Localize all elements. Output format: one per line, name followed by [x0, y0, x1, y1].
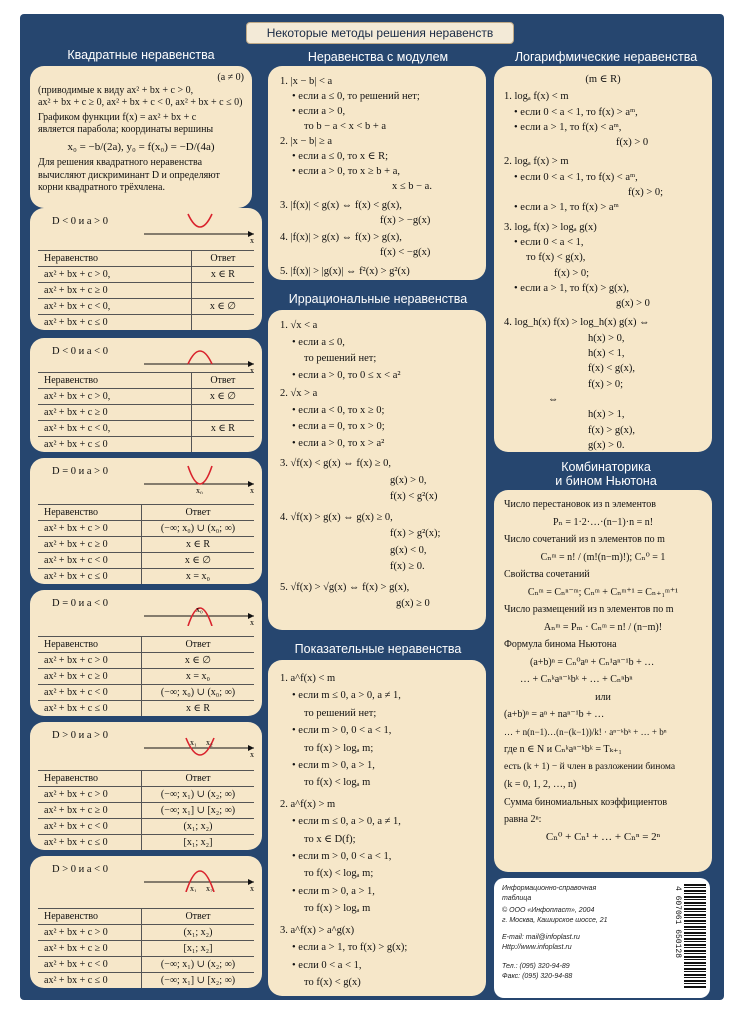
irrational-line: • если a > 0, то x > a²	[292, 437, 385, 449]
modulus-line: 3. |f(x)| < g(x) ⇔ f(x) < g(x),	[280, 200, 402, 211]
table-row	[38, 537, 254, 553]
table-row	[38, 957, 254, 973]
comb-line: … + Cₙᵏaⁿ⁻ᵏbᵏ + … + Cₙⁿbⁿ	[520, 674, 633, 685]
irrational-line: f(x) ≥ 0.	[390, 561, 425, 572]
case-table	[38, 372, 254, 452]
exponential-line: • если 0 < a < 1,	[292, 959, 362, 971]
header-answer: Ответ	[191, 251, 254, 267]
irrational-line: g(x) ≥ 0	[396, 598, 430, 609]
case-table	[38, 636, 254, 716]
table-row	[38, 569, 254, 585]
quadratic-case-card	[30, 458, 262, 584]
log-line: g(x) > 0	[616, 298, 650, 310]
answer-cell: x = x₀	[141, 569, 254, 585]
root-label-x1: x₁	[190, 738, 197, 747]
header-ineq: Неравенство	[38, 909, 141, 925]
header-answer: Ответ	[141, 909, 254, 925]
inequality-cell: ax² + bx + c > 0	[38, 925, 141, 941]
footer-line: Информационно-справочная	[502, 885, 597, 892]
header-ineq: Неравенство	[38, 251, 191, 267]
table-row	[38, 283, 254, 299]
log-line: 4. log_h(x) f(x) > log_h(x) g(x) ⇔	[504, 317, 650, 329]
inequality-cell: ax² + bx + c ≤ 0	[38, 835, 141, 851]
comb-line: (k = 0, 1, 2, …, n)	[504, 779, 577, 790]
table-row	[38, 925, 254, 941]
comb-line: Aₙᵐ = Pₘ · Cₙᵐ = n! / (n−m)!	[543, 621, 663, 633]
quadratic-intro	[30, 66, 252, 201]
quadratic-case-card	[30, 208, 262, 330]
parabola-curve	[188, 214, 212, 227]
combinatorics-card	[494, 490, 712, 872]
exponential-title: Показательные неравенства	[294, 642, 462, 656]
log-line: • если a > 1, то f(x) > g(x),	[514, 282, 630, 294]
exponential-line: • если m > 0, a > 1,	[292, 885, 375, 897]
log-line: ⇔	[548, 393, 559, 405]
vertex-formula: x₀ = −b/(2a), y₀ = f(x₀) = −D/(4a)	[67, 140, 215, 153]
answer-cell: (x₁; x₂)	[141, 819, 254, 835]
answer-cell: (−∞; x₁] ∪ [x₂; ∞)	[141, 803, 254, 819]
irrational-line: • если a < 0, то x ≥ 0;	[292, 404, 385, 416]
footer-line: г. Москва, Каширское шоссе, 21	[502, 916, 608, 924]
answer-cell: (−∞; x₀) ∪ (x₀; ∞)	[141, 685, 254, 701]
comb-line: Число перестановок из n элементов	[504, 499, 656, 510]
parabola-diagram	[140, 858, 260, 892]
inequality-cell: ax² + bx + c < 0,	[38, 421, 191, 437]
exponential-line: 2. a^f(x) > m	[280, 798, 336, 810]
modulus-line: x ≤ b − a.	[392, 181, 432, 192]
root-label-x1: x₁	[190, 884, 197, 892]
comb-line: … + n(n−1)…(n−(k−1))/k! · aⁿ⁻ᵏbᵏ + … + bⁿ	[504, 726, 667, 737]
inequality-cell: ax² + bx + c ≤ 0	[38, 315, 191, 331]
exponential-line: • если m > 0, 0 < a < 1,	[292, 725, 392, 737]
log-line: f(x) > g(x),	[588, 424, 636, 436]
answer-cell: (x₁; x₂)	[141, 925, 254, 941]
irrational-line: • если a > 0, то 0 ≤ x < a²	[292, 369, 401, 381]
answer-cell: (−∞; x₁) ∪ (x₂; ∞)	[141, 957, 254, 973]
table-row	[38, 669, 254, 685]
intro-line: корни квадратного трёхчлена.	[38, 182, 165, 193]
table-row	[38, 701, 254, 717]
comb-line: Сумма биномиальных коэффициентов	[504, 796, 668, 808]
table-header-row	[38, 373, 254, 389]
barcode-digits: 4 607061 650128	[673, 886, 682, 959]
answer-cell: x = x₀	[141, 669, 254, 685]
root-label-x2: x₂	[206, 738, 213, 747]
irrational-line: 3. √f(x) < g(x) ⇔ f(x) ≥ 0,	[280, 458, 392, 469]
barcode	[684, 884, 706, 988]
comb-line: Cₙ⁰ + Cₙ¹ + … + Cₙⁿ = 2ⁿ	[545, 830, 661, 843]
table-row	[38, 315, 254, 331]
header-answer: Ответ	[141, 771, 254, 787]
axis-label-x: x	[250, 236, 254, 244]
log-line: f(x) > 0;	[588, 378, 624, 390]
table-row	[38, 819, 254, 835]
exponential-line: то x ∈ D(f);	[304, 833, 356, 845]
parabola-diagram	[140, 592, 260, 626]
logarithmic-card	[494, 66, 712, 452]
intro-line: (приводимые к виду ax² + bx + c > 0,	[38, 84, 194, 96]
publisher-info	[494, 878, 710, 998]
header-ineq: Неравенство	[38, 373, 191, 389]
comb-line: где n ∈ N и Cₙᵏaⁿ⁻ᵏbᵏ = Tₖ₊₁	[504, 744, 622, 755]
modulus-line: то b − a < x < b + a	[304, 121, 387, 132]
irrational-line: f(x) < g²(x)	[390, 491, 438, 502]
exponential-body	[268, 660, 486, 1000]
modulus-line: • если a ≤ 0, то решений нет;	[292, 91, 420, 102]
irrational-line: f(x) > g²(x);	[390, 528, 441, 539]
answer-cell: x ∈ ∅	[141, 653, 254, 669]
exponential-line: • если a > 1, то f(x) > g(x);	[292, 942, 408, 954]
table-row	[38, 299, 254, 315]
footer-line: © ООО «Инфопласт», 2004	[502, 907, 595, 914]
comb-line: Pₙ = 1·2·…·(n−1)·n = n!	[552, 516, 654, 528]
log-line: • если 0 < a < 1, то f(x) > aᵐ,	[514, 106, 638, 118]
intro-line: является парабола; координаты вершины	[38, 124, 214, 135]
modulus-line: 2. |x − b| ≥ a	[280, 136, 333, 147]
header-answer: Ответ	[141, 637, 254, 653]
log-line: f(x) > 0;	[554, 267, 590, 279]
case-table-wrap	[38, 504, 254, 584]
inequality-cell: ax² + bx + c > 0	[38, 787, 141, 803]
irrational-line: 2. √x > a	[280, 388, 318, 399]
comb-line: или	[595, 691, 611, 703]
inequality-cell: ax² + bx + c ≥ 0	[38, 669, 141, 685]
irrational-line: 1. √x < a	[280, 320, 318, 331]
case-table-wrap	[38, 770, 254, 850]
modulus-line: f(x) < −g(x)	[380, 247, 431, 258]
inequality-cell: ax² + bx + c ≤ 0	[38, 569, 141, 585]
case-condition: D < 0 и a < 0	[52, 346, 108, 357]
quadratic-intro-card	[30, 66, 252, 208]
table-row	[38, 389, 254, 405]
comb-line: Cₙᵐ = Cₙⁿ⁻ᵐ; Cₙᵐ + Cₙᵐ⁺¹ = Cₙ₊₁ᵐ⁺¹	[527, 586, 679, 598]
log-line: (m ∈ R)	[585, 74, 621, 85]
table-row	[38, 521, 254, 537]
table-row	[38, 835, 254, 851]
irrational-line: 5. √f(x) > √g(x) ⇔ f(x) > g(x),	[280, 581, 410, 593]
inequality-cell: ax² + bx + c ≥ 0	[38, 405, 191, 421]
irrational-card	[268, 310, 486, 630]
answer-cell	[191, 437, 254, 453]
answer-cell: [x₁; x₂]	[141, 835, 254, 851]
case-condition: D = 0 и a > 0	[52, 466, 108, 477]
axis-label-x: x	[250, 750, 254, 758]
exponential-line: 1. a^f(x) < m	[280, 673, 336, 684]
answer-cell: x ∈ R	[141, 701, 254, 717]
answer-cell: x ∈ ∅	[191, 389, 254, 405]
parabola-diagram	[140, 724, 260, 758]
irrational-line: g(x) < 0,	[390, 544, 427, 556]
log-line: f(x) > 0	[616, 137, 649, 149]
answer-cell: x ∈ R	[191, 267, 254, 283]
modulus-line: • если a ≤ 0, то x ∈ R;	[292, 151, 389, 162]
log-line: f(x) < g(x),	[588, 363, 636, 375]
answer-cell: (−∞; x₀) ∪ (x₀; ∞)	[141, 521, 254, 537]
exponential-line: то f(x) < g(x)	[304, 976, 361, 988]
table-header-row	[38, 771, 254, 787]
log-line: h(x) > 1,	[588, 409, 625, 421]
irrational-line: g(x) > 0,	[390, 474, 427, 486]
header-answer: Ответ	[141, 505, 254, 521]
axis-label-x: x	[250, 486, 254, 494]
table-row	[38, 941, 254, 957]
answer-cell: x ∈ ∅	[141, 553, 254, 569]
log-line: h(x) > 0,	[588, 332, 625, 344]
comb-line: Формула бинома Ньютона	[504, 639, 617, 650]
answer-cell	[191, 315, 254, 331]
comb-line: Число сочетаний из n элементов по m	[504, 534, 665, 545]
case-table	[38, 504, 254, 584]
exponential-line: • если m ≤ 0, a > 0, a ≠ 1,	[292, 816, 401, 828]
exponential-line: • если m > 0, a > 1,	[292, 760, 375, 772]
irrational-line: • если a = 0, то x > 0;	[292, 421, 385, 432]
footer-line: Http://www.infoplast.ru	[502, 943, 572, 951]
comb-line: Cₙᵐ = n! / (m!(n−m)!); Cₙ⁰ = 1	[540, 551, 666, 563]
case-table-wrap	[38, 250, 254, 330]
inequality-cell: ax² + bx + c < 0	[38, 553, 141, 569]
answer-cell: (−∞; x₁) ∪ (x₂; ∞)	[141, 787, 254, 803]
parabola-diagram	[140, 210, 260, 244]
log-line: • если a > 1, то f(x) < aᵐ,	[514, 121, 622, 133]
table-header-row	[38, 637, 254, 653]
modulus-card	[268, 66, 486, 280]
quadratic-title: Квадратные неравенства	[67, 48, 215, 62]
log-line: • если a > 1, то f(x) > aᵐ	[514, 202, 619, 214]
inequality-cell: ax² + bx + c < 0	[38, 957, 141, 973]
modulus-title: Неравенства с модулем	[307, 50, 449, 64]
comb-line: (a+b)ⁿ = Cₙ⁰aⁿ + Cₙ¹aⁿ⁻¹b + …	[530, 656, 655, 668]
parabola-curve	[188, 351, 212, 364]
inequality-cell: ax² + bx + c ≥ 0	[38, 283, 191, 299]
quadratic-case-card	[30, 722, 262, 850]
axis-label-x: x	[250, 618, 254, 626]
header-ineq: Неравенство	[38, 771, 141, 787]
table-header-row	[38, 505, 254, 521]
modulus-line: • если a > 0,	[292, 106, 346, 117]
exponential-line: то f(x) < logₐ m	[304, 777, 371, 789]
exponential-line: то решений нет;	[304, 707, 377, 719]
root-label-x2: x₂	[206, 884, 213, 892]
intro-line: (a ≠ 0)	[217, 72, 244, 83]
answer-cell: x ∈ R	[191, 421, 254, 437]
table-header-row	[38, 251, 254, 267]
case-condition: D < 0 и a > 0	[52, 216, 108, 227]
parabola-diagram	[140, 340, 260, 374]
table-row	[38, 267, 254, 283]
quadratic-case-card	[30, 856, 262, 988]
case-condition: D > 0 и a < 0	[52, 864, 108, 875]
answer-cell: x ∈ ∅	[191, 299, 254, 315]
case-table	[38, 908, 254, 988]
modulus-line: 4. |f(x)| > g(x) ⇔ f(x) > g(x),	[280, 232, 402, 243]
exponential-card	[268, 660, 486, 996]
exponential-line: то f(x) > logₐ m	[304, 903, 371, 915]
parabola-diagram	[140, 460, 260, 494]
inequality-cell: ax² + bx + c > 0	[38, 653, 141, 669]
inequality-cell: ax² + bx + c < 0,	[38, 299, 191, 315]
exponential-line: • если m > 0, 0 < a < 1,	[292, 851, 392, 863]
irrational-line: 4. √f(x) > g(x) ⇔ g(x) ≥ 0,	[280, 511, 393, 523]
inequality-cell: ax² + bx + c ≤ 0	[38, 437, 191, 453]
inequality-cell: ax² + bx + c < 0	[38, 819, 141, 835]
inequality-cell: ax² + bx + c ≥ 0	[38, 941, 141, 957]
table-row	[38, 553, 254, 569]
log-line: • если 0 < a < 1, то f(x) < aᵐ,	[514, 171, 638, 183]
poster	[20, 14, 724, 1000]
log-line: f(x) > 0;	[628, 187, 664, 199]
table-row	[38, 973, 254, 989]
axis-label-x: x	[250, 884, 254, 892]
log-line: то f(x) < g(x),	[526, 252, 586, 264]
logarithmic-body	[494, 66, 712, 459]
combinatorics-title	[498, 460, 714, 488]
modulus-line: • если a > 0, то x ≥ b + a,	[292, 166, 400, 177]
log-line: 1. logₐ f(x) < m	[504, 91, 569, 103]
exponential-line: то f(x) < logₐ m;	[304, 868, 374, 880]
combinatorics-title-1: Комбинаторика	[561, 460, 651, 474]
inequality-cell: ax² + bx + c > 0,	[38, 389, 191, 405]
table-row	[38, 653, 254, 669]
irrational-body	[268, 310, 486, 621]
footer-line: E-mail: mail@infoplast.ru	[502, 934, 580, 941]
table-row	[38, 421, 254, 437]
root-label-x0: x₀	[196, 486, 203, 494]
modulus-line: f(x) > −g(x)	[380, 215, 431, 226]
modulus-line: 1. |x − b| < a	[280, 76, 333, 87]
table-header-row	[38, 909, 254, 925]
combinatorics-title-2: и бином Ньютона	[555, 474, 657, 488]
comb-line: Число размещений из n элементов по m	[504, 604, 674, 615]
inequality-cell: ax² + bx + c ≥ 0	[38, 537, 141, 553]
inequality-cell: ax² + bx + c ≤ 0	[38, 973, 141, 989]
axis-label-x: x	[250, 366, 254, 374]
quadratic-case-card	[30, 338, 262, 452]
table-row	[38, 437, 254, 453]
inequality-cell: ax² + bx + c > 0,	[38, 267, 191, 283]
table-row	[38, 787, 254, 803]
table-row	[38, 405, 254, 421]
intro-line: ax² + bx + c ≥ 0, ax² + bx + c < 0, ax² + bx + c ≤ 0)	[38, 97, 243, 108]
inequality-cell: ax² + bx + c > 0	[38, 521, 141, 537]
parabola-curve	[188, 466, 212, 484]
comb-line: (a+b)ⁿ = aⁿ + naⁿ⁻¹b + …	[504, 709, 605, 720]
log-line: 3. logₐ f(x) > logₐ g(x)	[504, 221, 597, 233]
inequality-cell: ax² + bx + c ≥ 0	[38, 803, 141, 819]
log-line: 2. logₐ f(x) > m	[504, 156, 569, 168]
answer-cell: (−∞; x₁] ∪ [x₂; ∞)	[141, 973, 254, 989]
answer-cell	[191, 405, 254, 421]
case-table-wrap	[38, 908, 254, 988]
table-row	[38, 803, 254, 819]
case-table-wrap	[38, 372, 254, 452]
logarithmic-title: Логарифмические неравенства	[514, 50, 698, 64]
exponential-line: 3. a^f(x) > a^g(x)	[280, 924, 355, 936]
inequality-cell: ax² + bx + c < 0	[38, 685, 141, 701]
exponential-line: то f(x) > logₐ m;	[304, 742, 374, 754]
modulus-body	[268, 66, 486, 287]
irrational-title: Иррациональные неравенства	[288, 292, 468, 306]
header-answer: Ответ	[191, 373, 254, 389]
modulus-line: 5. |f(x)| > |g(x)| ⇔ f²(x) > g²(x)	[280, 266, 410, 277]
case-condition: D = 0 и a < 0	[52, 598, 108, 609]
quadratic-case-card	[30, 590, 262, 716]
case-table	[38, 770, 254, 850]
log-line: • если 0 < a < 1,	[514, 236, 584, 248]
page-title: Некоторые методы решения неравенств	[246, 22, 514, 44]
intro-line: Графиком функции f(x) = ax² + bx + c	[38, 111, 197, 123]
intro-line: Для решения квадратного неравенства	[38, 157, 203, 168]
intro-line: вычисляют дискриминант D и определяют	[38, 169, 220, 181]
answer-cell: [x₁; x₂]	[141, 941, 254, 957]
footer-line: Тел.: (095) 320-94-89	[502, 963, 570, 970]
table-row	[38, 685, 254, 701]
header-ineq: Неравенство	[38, 637, 141, 653]
comb-line: есть (k + 1) − й член в разложении бинома	[504, 761, 676, 772]
root-label-x0: x₀	[196, 605, 203, 614]
comb-line: равна 2ⁿ:	[504, 814, 542, 825]
header-ineq: Неравенство	[38, 505, 141, 521]
irrational-line: • если a ≤ 0,	[292, 336, 345, 348]
inequality-cell: ax² + bx + c ≤ 0	[38, 701, 141, 717]
comb-line: Свойства сочетаний	[504, 569, 590, 580]
exponential-line: • если m ≤ 0, a > 0, a ≠ 1,	[292, 690, 401, 702]
footer-line: Факс: (095) 320-94-88	[502, 972, 573, 980]
log-line: g(x) > 0.	[588, 439, 625, 451]
answer-cell	[191, 283, 254, 299]
log-line: h(x) < 1,	[588, 348, 625, 360]
case-table	[38, 250, 254, 330]
case-condition: D > 0 и a > 0	[52, 730, 108, 741]
case-table-wrap	[38, 636, 254, 716]
combinatorics-body	[494, 490, 712, 852]
irrational-line: то решений нет;	[304, 353, 377, 364]
answer-cell: x ∈ R	[141, 537, 254, 553]
footer-line: таблица	[502, 894, 532, 902]
